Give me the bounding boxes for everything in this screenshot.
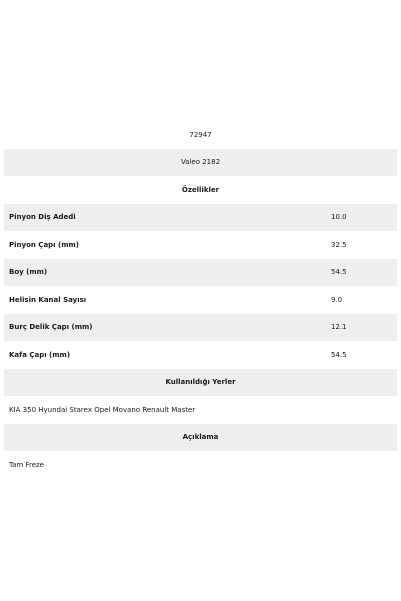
- feature-row: [4, 286, 397, 314]
- features-header: [4, 176, 397, 204]
- description-row: [4, 451, 397, 479]
- feature-row: [4, 231, 397, 259]
- feature-label: Pinyon Diş Adedi: [9, 213, 76, 222]
- feature-label: Pinyon Çapı (mm): [9, 240, 79, 249]
- usage-text: KIA 350 Hyundai Starex Opel Movano Renault Master: [9, 405, 196, 414]
- usage-row: [4, 396, 397, 424]
- description-header: [4, 424, 397, 452]
- oem-reference: Valeo 2182: [180, 158, 221, 167]
- feature-row: [4, 314, 397, 342]
- description-text: Tam Freze: [9, 460, 44, 469]
- product-code-row: [4, 121, 397, 149]
- feature-label: Helisin Kanal Sayısı: [9, 295, 87, 304]
- usage-title: Kullanıldığı Yerler: [165, 378, 236, 387]
- description-title: Açıklama: [182, 433, 219, 442]
- feature-value: 9.0: [331, 295, 343, 304]
- feature-label: Burç Delik Çapı (mm): [9, 323, 93, 332]
- product-code: 72947: [189, 130, 212, 139]
- feature-label: Kafa Çapı (mm): [9, 350, 71, 359]
- feature-row: [4, 259, 397, 287]
- feature-row: [4, 204, 397, 232]
- feature-value: 54.5: [331, 350, 347, 359]
- feature-row: [4, 341, 397, 369]
- feature-label: Boy (mm): [9, 268, 48, 277]
- feature-value: 12.1: [331, 323, 347, 332]
- oem-row: [4, 149, 397, 177]
- features-title: Özellikler: [181, 185, 220, 194]
- usage-header: [4, 369, 397, 397]
- feature-value: 10.0: [331, 213, 347, 222]
- spec-table: [4, 121, 397, 479]
- feature-value: 54.5: [331, 268, 347, 277]
- feature-value: 32.5: [331, 240, 347, 249]
